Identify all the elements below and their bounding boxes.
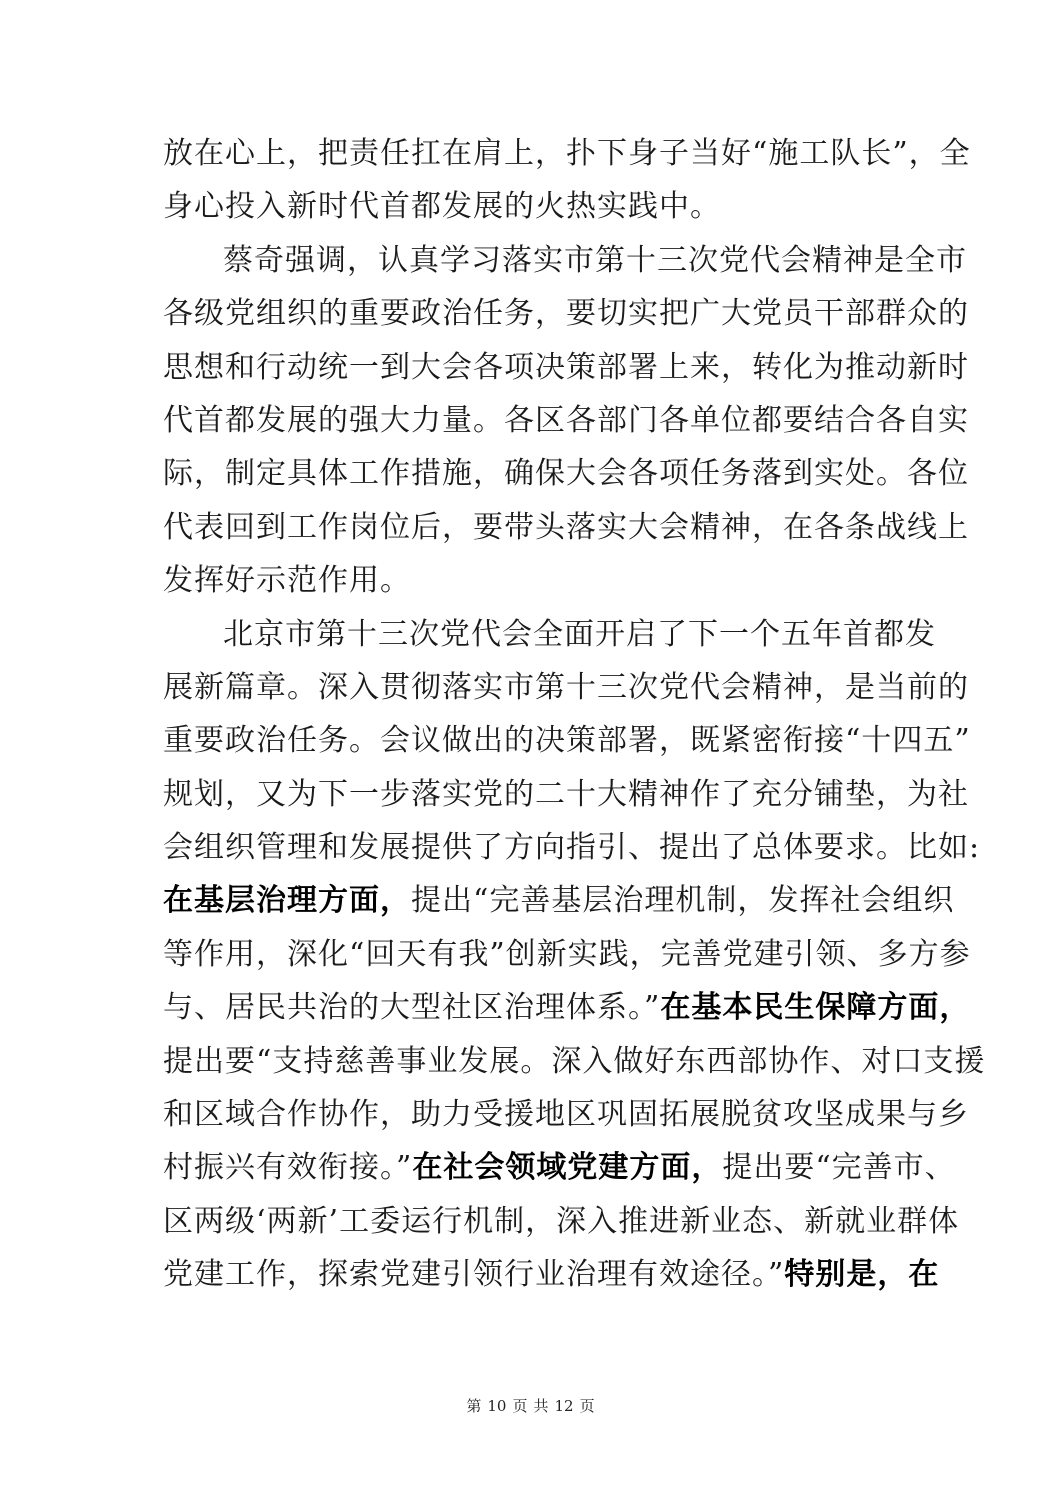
text-segment: 发挥好示范作用。 <box>163 563 411 599</box>
text-line <box>163 714 971 767</box>
text-segment: 重要政治任务。会议做出的决策部署，既紧密衔接“十四五” <box>163 723 971 759</box>
text-line <box>163 127 971 180</box>
footer-total-word: 共 <box>533 1397 549 1415</box>
text-segment: 思想和行动统一到大会各项决策部署上来，转化为推动新时 <box>163 349 969 385</box>
bold-text-segment: 特别是，在 <box>784 1257 940 1293</box>
text-line <box>163 341 969 394</box>
text-line <box>163 394 969 447</box>
footer-current-page: 10 <box>487 1397 507 1415</box>
text-line <box>163 234 967 287</box>
text-segment: 和区域合作协作，助力受援地区巩固拓展脱贫攻坚成果与乡 <box>163 1097 969 1133</box>
text-line <box>163 501 969 554</box>
page-footer <box>0 1395 1061 1416</box>
text-line <box>163 447 969 500</box>
bold-text-segment: 在基层治理方面， <box>163 883 411 919</box>
text-line <box>163 928 971 981</box>
text-line <box>163 1248 940 1301</box>
text-line <box>163 821 981 874</box>
text-segment: 村振兴有效衔接。” <box>163 1150 413 1186</box>
text-segment: 提出要“完善市、 <box>722 1150 956 1186</box>
text-line <box>163 1035 986 1088</box>
text-line <box>163 1141 956 1194</box>
text-line <box>163 554 903 607</box>
text-segment: 提出“完善基层治理机制，发挥社会组织 <box>411 883 955 919</box>
text-segment: 区两级‘两新’工委运行机制，深入推进新业态、新就业群体 <box>163 1203 960 1239</box>
text-segment: 会组织管理和发展提供了方向指引、提出了总体要求。比如: <box>163 830 981 866</box>
text-segment: 北京市第十三次党代会全面开启了下一个五年首都发 <box>223 616 936 652</box>
footer-page-word: 页 <box>512 1397 528 1415</box>
text-line <box>163 661 969 714</box>
text-segment: 身心投入新时代首都发展的火热实践中。 <box>163 189 721 225</box>
footer-total-pages: 12 <box>554 1397 574 1415</box>
text-line <box>163 874 955 927</box>
text-segment: 展新篇章。深入贯彻落实市第十三次党代会精神，是当前的 <box>163 669 969 705</box>
text-segment: 蔡奇强调，认真学习落实市第十三次党代会精神是全市 <box>223 242 967 278</box>
bold-text-segment: 在基本民生保障方面， <box>660 990 971 1026</box>
text-segment: 代表回到工作岗位后，要带头落实大会精神，在各条战线上 <box>163 509 969 545</box>
footer-prefix: 第 <box>466 1397 482 1415</box>
text-segment: 放在心上，把责任扛在肩上，扑下身子当好“施工队长”，全 <box>163 136 971 171</box>
text-segment: 代首都发展的强大力量。各区各部门各单位都要结合各自实 <box>163 402 969 438</box>
text-line <box>163 981 971 1034</box>
text-segment: 规划，又为下一步落实党的二十大精神作了充分铺垫，为社 <box>163 776 969 812</box>
text-segment: 等作用，深化“回天有我”创新实践，完善党建引领、多方参 <box>163 936 971 972</box>
document-body <box>163 127 986 1302</box>
bold-text-segment: 在社会领域党建方面， <box>412 1150 723 1186</box>
text-segment: 提出要“支持慈善事业发展。深入做好东西部协作、对口支援 <box>163 1043 986 1079</box>
text-line <box>163 1088 969 1141</box>
text-line <box>163 287 969 340</box>
text-segment: 党建工作，探索党建引领行业治理有效途径。” <box>163 1257 785 1293</box>
text-line <box>163 180 903 233</box>
text-line <box>163 768 969 821</box>
text-segment: 各级党组织的重要政治任务，要切实把广大党员干部群众的 <box>163 296 969 332</box>
text-line <box>163 1195 960 1248</box>
text-line <box>163 608 936 661</box>
text-segment: 与、居民共治的大型社区治理体系。” <box>163 990 661 1026</box>
text-segment: 际，制定具体工作措施，确保大会各项任务落到实处。各位 <box>163 456 969 492</box>
footer-suffix: 页 <box>579 1397 595 1415</box>
